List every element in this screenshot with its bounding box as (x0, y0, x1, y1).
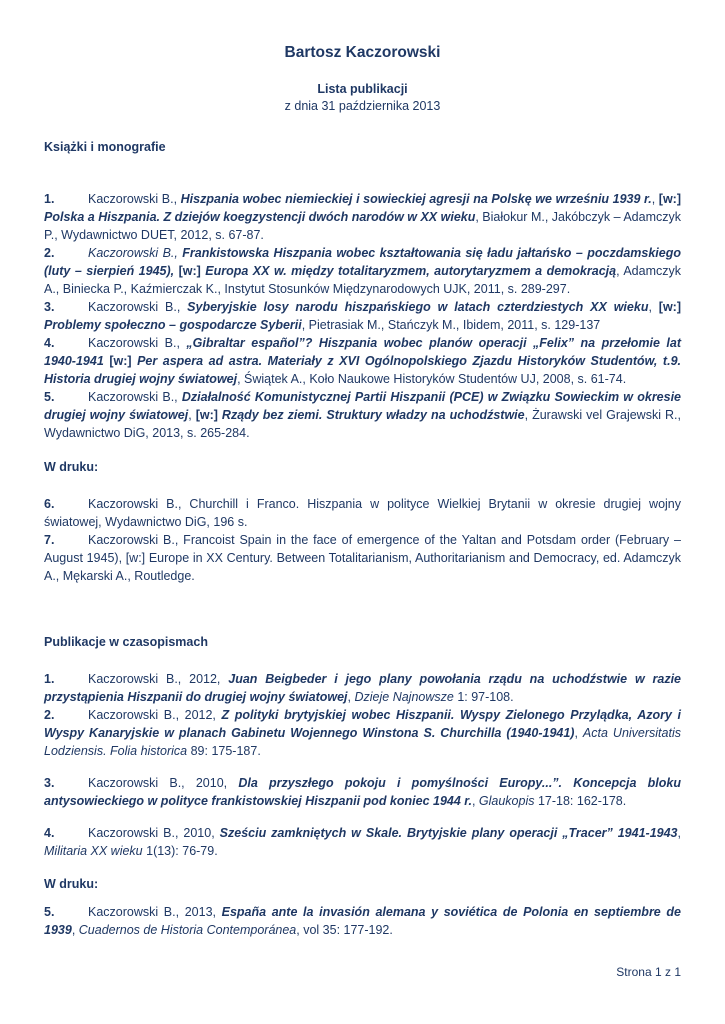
journals-in-press-list (44, 903, 681, 939)
list-item: 2. Kaczorowski B., Frankistowska Hiszpania wobec kształtowania się ładu jałtańsko – poczdamskiego (luty – sierpień 1945), [w:] Europa XX w. między totalitaryzmem, autorytaryzmem a demokracją, Adamczyk A., Biniecka P., Kaźmierczak K., Instytut Stosunków Międzynarodowych UJK, 2011, s. 289-297. (44, 246, 682, 296)
list-item: 6. Kaczorowski B., Churchill i Franco. Hiszpania w polityce Wielkiej Brytanii w okresie drugiej wojny światowej, Wydawnictwo DiG, 196 s. (44, 497, 681, 529)
list-item: 2. Kaczorowski B., 2012, Z polityki brytyjskiej wobec Hiszpanii. Wyspy Zielonego Przylądka, Azory i Wyspy Kanaryjskie w planach Gabinetu Wojennego Winstona S. Churchilla (1940-1941), Acta Universitatis Lodziensis. Folia historica 89: 175-187. (44, 708, 681, 758)
list-item: 4. Kaczorowski B., „Gibraltar español”? Hiszpania wobec planów operacji „Felix” na przełomie lat 1940-1941 [w:] Per aspera ad astra. Materiały z XVI Ogólnopolskiego Zjazdu Historyków Studentów, t.9. Historia drugiej wojny światowej, Świątek A., Koło Naukowe Historyków Studentów UJ, 2008, s. 61-74. (44, 336, 681, 386)
journals-heading: Publikacje w czasopismach (44, 635, 208, 649)
author-name: Bartosz Kaczorowski (284, 44, 441, 61)
books-heading: Książki i monografie (44, 140, 166, 154)
list-date: z dnia 31 października 2013 (284, 99, 441, 113)
books-in-press-list (44, 495, 681, 585)
list-item: 1. Kaczorowski B., 2012, Juan Beigbeder i jego plany powołania rządu na uchodźstwie w razie przystąpienia Hiszpanii do drugiej wojny światowej, Dzieje Najnowsze 1: 97-108. (44, 672, 681, 704)
list-item: 1. Kaczorowski B., Hiszpania wobec niemieckiej i sowieckiej agresji na Polskę we wrześniu 1939 r., [w:] Polska a Hiszpania. Z dziejów koegzystencji dwóch narodów w XX wieku, Białokur M., Jakóbczyk – Adamczyk P., Wydawnictwo DUET, 2012, s. 67-87. (44, 192, 682, 242)
page-number: Strona 1 z 1 (616, 965, 681, 979)
list-item: 5. Kaczorowski B., Działalność Komunistycznej Partii Hiszpanii (PCE) w Związku Sowieckim w okresie drugiej wojny światowej, [w:] Rządy bez ziemi. Struktury władzy na uchodźstwie, Żurawski vel Grajewski R., Wydawnictwo DiG, 2013, s. 265-284. (44, 390, 682, 440)
list-item: 4. Kaczorowski B., 2010, Sześciu zamkniętych w Skale. Brytyjskie plany operacji „Tracer” 1941-1943, Militaria XX wieku 1(13): 76-79. (44, 826, 681, 858)
list-item: 5. Kaczorowski B., 2013, España ante la invasión alemana y soviética de Polonia en septiembre de 1939, Cuadernos de Historia Contemporánea, vol 35: 177-192. (44, 905, 681, 937)
list-item: 3. Kaczorowski B., Syberyjskie losy narodu hiszpańskiego w latach czterdziestych XX wieku, [w:] Problemy społeczno – gospodarcze Syberii, Pietrasiak M., Stańczyk M., Ibidem, 2011, s. 129-137 (44, 300, 682, 332)
list-item: 3. Kaczorowski B., 2010, Dla przyszłego pokoju i pomyślności Europy...”. Koncepcja bloku antysowieckiego w polityce frankistowskiej Hiszpanii pod koniec 1944 r., Glaukopis 17-18: 162-178. (44, 776, 681, 808)
journals-list (44, 670, 681, 860)
list-item: 7. Kaczorowski B., Francoist Spain in the face of emergence of the Yaltan and Potsdam order (February – August 1945), [w:] Europe in XX Century. Between Totalitarianism, Authoritarianism and Democracy, ed. Adamczyk A., Mękarski A., Routledge. (44, 533, 681, 583)
books-list (44, 190, 681, 442)
list-title: Lista publikacji (317, 82, 408, 96)
books-in-press-heading: W druku: (44, 460, 99, 474)
journals-in-press-heading: W druku: (44, 877, 99, 891)
